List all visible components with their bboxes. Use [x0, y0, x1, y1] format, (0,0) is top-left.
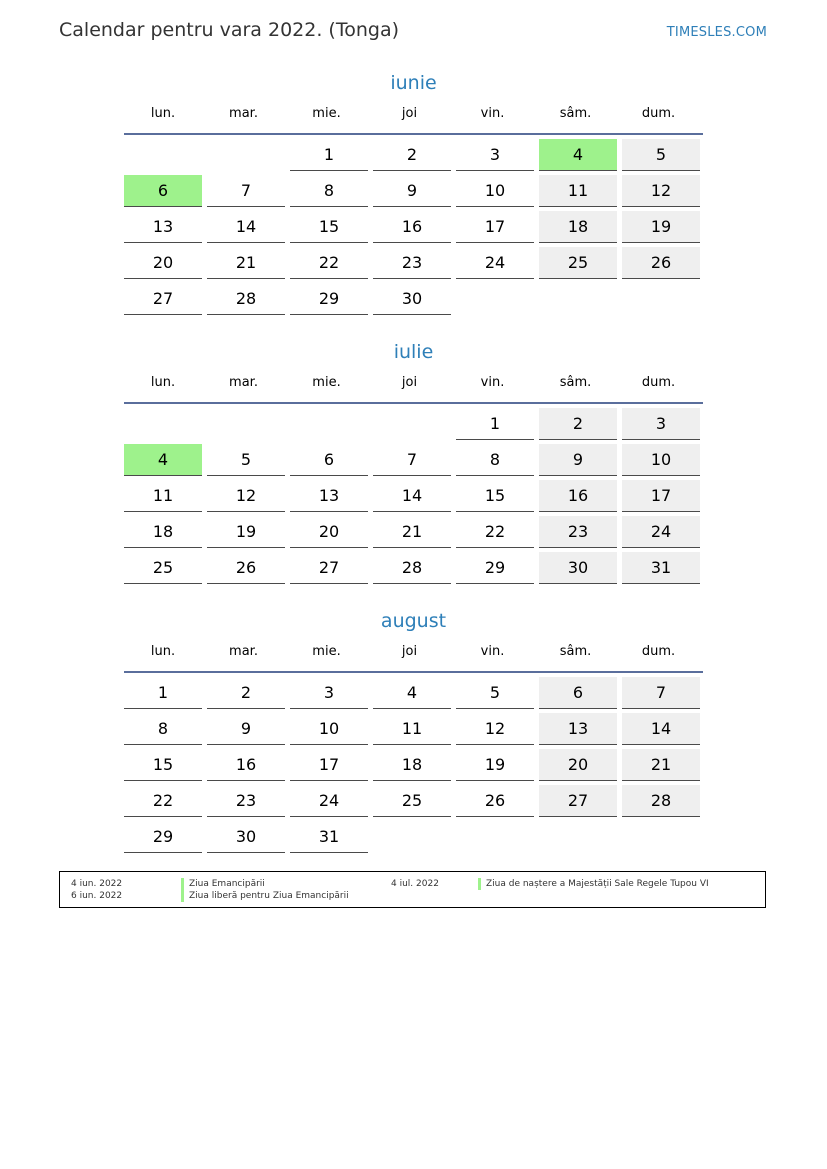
weekday-label: mie.: [312, 106, 341, 121]
holiday-day-cell: 6: [124, 175, 202, 207]
day-cell: 21: [622, 749, 700, 781]
day-cell: 13: [124, 211, 202, 243]
weekday-label: sâm.: [559, 375, 592, 390]
weekday-label: joi: [401, 106, 418, 121]
day-cell: 15: [290, 211, 368, 243]
empty-cell: [539, 821, 617, 853]
day-cell: 15: [456, 480, 534, 512]
day-cell: 22: [456, 516, 534, 548]
day-cell: 9: [207, 713, 285, 745]
weekday-header: [124, 635, 703, 673]
day-cell: 26: [622, 247, 700, 279]
day-cell: 7: [207, 175, 285, 207]
day-cell: 8: [456, 444, 534, 476]
day-cell: 23: [373, 247, 451, 279]
day-cell: 30: [207, 821, 285, 853]
legend-item: [391, 878, 761, 890]
weekday-label: mar.: [229, 644, 258, 659]
empty-cell: [373, 821, 451, 853]
day-cell: 26: [207, 552, 285, 584]
day-cell: 7: [622, 677, 700, 709]
day-cell: 27: [124, 283, 202, 315]
legend-date: 4 iul. 2022: [391, 879, 439, 889]
weekday-label: vin.: [480, 375, 505, 390]
empty-cell: [124, 408, 202, 440]
day-cell: 29: [456, 552, 534, 584]
empty-cell: [622, 821, 700, 853]
day-grid: [124, 135, 703, 319]
day-cell: 10: [622, 444, 700, 476]
day-cell: 19: [622, 211, 700, 243]
day-cell: 24: [290, 785, 368, 817]
day-cell: 10: [290, 713, 368, 745]
day-cell: 16: [207, 749, 285, 781]
legend-item: [71, 878, 401, 890]
day-cell: 24: [456, 247, 534, 279]
empty-cell: [373, 408, 451, 440]
weekday-label: vin.: [480, 106, 505, 121]
legend-item: [71, 890, 401, 902]
day-cell: 22: [290, 247, 368, 279]
day-cell: 19: [456, 749, 534, 781]
day-cell: 22: [124, 785, 202, 817]
day-cell: 1: [124, 677, 202, 709]
day-cell: 26: [456, 785, 534, 817]
day-cell: 18: [124, 516, 202, 548]
holiday-legend: [59, 871, 766, 908]
day-cell: 2: [207, 677, 285, 709]
day-cell: 16: [373, 211, 451, 243]
day-cell: 16: [539, 480, 617, 512]
day-cell: 19: [207, 516, 285, 548]
day-cell: 31: [290, 821, 368, 853]
day-cell: 30: [373, 283, 451, 315]
holiday-marker: [478, 878, 481, 890]
month-title: iunie: [390, 72, 437, 94]
month-title: iulie: [393, 341, 434, 363]
day-cell: 27: [290, 552, 368, 584]
day-cell: 23: [207, 785, 285, 817]
weekday-label: joi: [401, 644, 418, 659]
day-cell: 9: [373, 175, 451, 207]
weekday-label: vin.: [480, 644, 505, 659]
weekday-label: mie.: [312, 644, 341, 659]
day-cell: 24: [622, 516, 700, 548]
day-cell: 28: [373, 552, 451, 584]
day-grid: [124, 404, 703, 588]
day-cell: 11: [124, 480, 202, 512]
day-cell: 14: [373, 480, 451, 512]
day-cell: 28: [622, 785, 700, 817]
holiday-marker: [181, 890, 184, 902]
weekday-header: [124, 366, 703, 404]
day-cell: 13: [290, 480, 368, 512]
weekday-label: sâm.: [559, 644, 592, 659]
month-title: august: [380, 610, 447, 632]
day-cell: 11: [373, 713, 451, 745]
legend-name: Ziua de naștere a Majestății Sale Regele Tupou VI: [486, 879, 709, 889]
weekday-label: lun.: [150, 375, 176, 390]
day-cell: 21: [373, 516, 451, 548]
holiday-marker: [181, 878, 184, 890]
legend-date: 6 iun. 2022: [71, 891, 123, 901]
day-cell: 25: [124, 552, 202, 584]
empty-cell: [207, 408, 285, 440]
day-cell: 10: [456, 175, 534, 207]
day-cell: 18: [373, 749, 451, 781]
day-cell: 18: [539, 211, 617, 243]
day-cell: 4: [373, 677, 451, 709]
day-cell: 14: [622, 713, 700, 745]
day-cell: 12: [456, 713, 534, 745]
page-title: Calendar pentru vara 2022. (Tonga): [59, 19, 399, 41]
weekday-label: dum.: [641, 644, 676, 659]
empty-cell: [290, 408, 368, 440]
day-cell: 6: [539, 677, 617, 709]
weekday-header: [124, 97, 703, 135]
weekday-label: dum.: [641, 375, 676, 390]
day-cell: 25: [539, 247, 617, 279]
day-cell: 15: [124, 749, 202, 781]
empty-cell: [207, 139, 285, 171]
month-august: [124, 607, 703, 857]
day-cell: 23: [539, 516, 617, 548]
weekday-label: sâm.: [559, 106, 592, 121]
weekday-label: lun.: [150, 106, 176, 121]
empty-cell: [456, 821, 534, 853]
holiday-day-cell: 4: [539, 139, 617, 171]
day-cell: 3: [622, 408, 700, 440]
day-cell: 20: [124, 247, 202, 279]
day-cell: 2: [539, 408, 617, 440]
day-cell: 29: [290, 283, 368, 315]
weekday-label: dum.: [641, 106, 676, 121]
day-cell: 5: [622, 139, 700, 171]
day-cell: 30: [539, 552, 617, 584]
weekday-label: mar.: [229, 106, 258, 121]
day-cell: 29: [124, 821, 202, 853]
day-grid: [124, 673, 703, 857]
weekday-label: joi: [401, 375, 418, 390]
weekday-label: lun.: [150, 644, 176, 659]
legend-name: Ziua liberă pentru Ziua Emancipării: [189, 891, 349, 901]
day-cell: 31: [622, 552, 700, 584]
day-cell: 11: [539, 175, 617, 207]
day-cell: 5: [207, 444, 285, 476]
day-cell: 25: [373, 785, 451, 817]
day-cell: 2: [373, 139, 451, 171]
day-cell: 28: [207, 283, 285, 315]
day-cell: 5: [456, 677, 534, 709]
day-cell: 8: [124, 713, 202, 745]
day-cell: 14: [207, 211, 285, 243]
day-cell: 7: [373, 444, 451, 476]
brand-link[interactable]: TIMESLES.COM: [666, 25, 767, 40]
day-cell: 20: [290, 516, 368, 548]
weekday-label: mie.: [312, 375, 341, 390]
day-cell: 17: [290, 749, 368, 781]
day-cell: 1: [456, 408, 534, 440]
day-cell: 1: [290, 139, 368, 171]
day-cell: 8: [290, 175, 368, 207]
day-cell: 12: [622, 175, 700, 207]
holiday-day-cell: 4: [124, 444, 202, 476]
day-cell: 9: [539, 444, 617, 476]
empty-cell: [124, 139, 202, 171]
empty-cell: [622, 283, 700, 315]
month-july: [124, 338, 703, 588]
day-cell: 20: [539, 749, 617, 781]
day-cell: 13: [539, 713, 617, 745]
day-cell: 21: [207, 247, 285, 279]
day-cell: 3: [290, 677, 368, 709]
day-cell: 6: [290, 444, 368, 476]
empty-cell: [539, 283, 617, 315]
legend-date: 4 iun. 2022: [71, 879, 123, 889]
day-cell: 27: [539, 785, 617, 817]
day-cell: 12: [207, 480, 285, 512]
empty-cell: [456, 283, 534, 315]
legend-name: Ziua Emancipării: [189, 879, 265, 889]
day-cell: 17: [456, 211, 534, 243]
day-cell: 3: [456, 139, 534, 171]
day-cell: 17: [622, 480, 700, 512]
month-june: [124, 69, 703, 319]
weekday-label: mar.: [229, 375, 258, 390]
